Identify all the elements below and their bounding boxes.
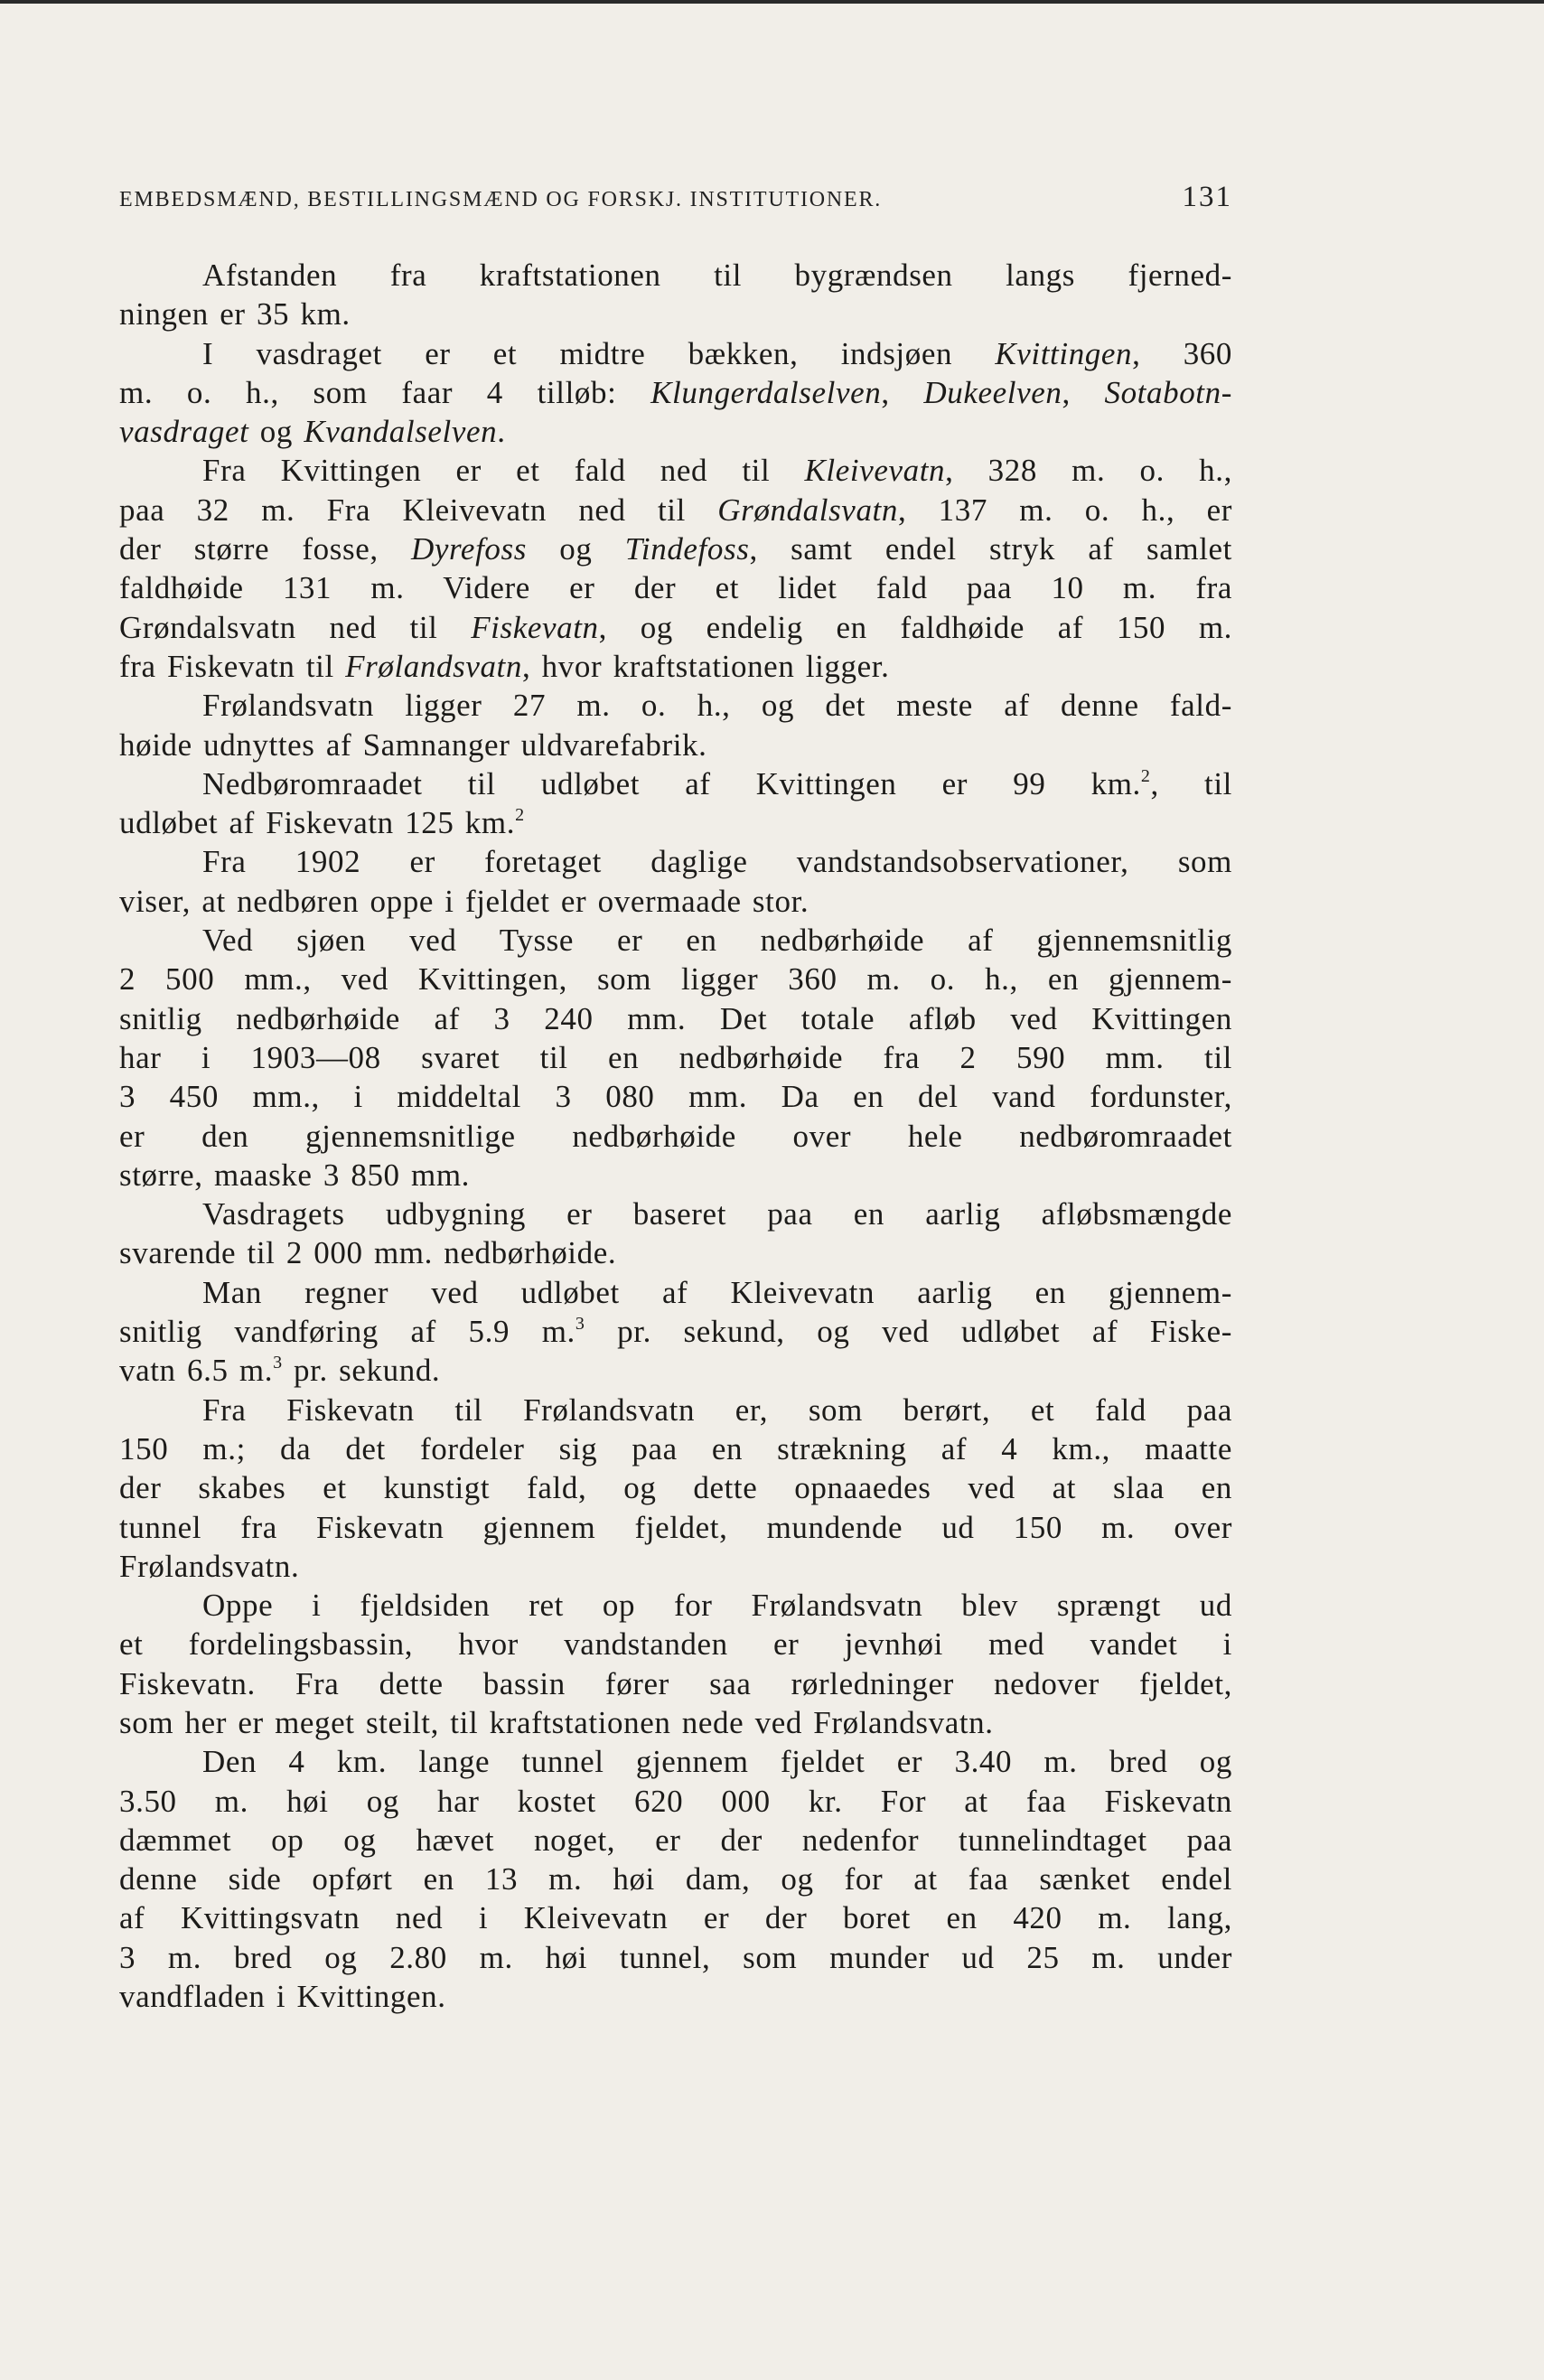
text-line: ningen er 35 km.: [119, 296, 351, 333]
text-line: Nedbøromraadet til udløbet af Kvittingen er 99 km.$^2$, til: [202, 765, 1232, 801]
text-line: Grøndalsvatn ned til Fiskevatn, og endelig en faldhøide af 150 m.: [119, 609, 1232, 645]
text-line: Oppe i fjeldsiden ret op for Frølandsvatn blev sprængt ud: [202, 1588, 1232, 1624]
text-line: fra Fiskevatn til Frølandsvatn, hvor kraftstationen ligger.: [119, 648, 890, 684]
text-line: Den 4 km. lange tunnel gjennem fjeldet er 3.40 m. bred og: [202, 1744, 1232, 1780]
page-number: 131: [1182, 181, 1232, 213]
text-line: Fiskevatn. Fra dette bassin fører saa rørledninger nedover fjeldet,: [119, 1665, 1232, 1701]
text-line: vandfladen i Kvittingen.: [119, 1979, 446, 2015]
text-line: svarende til 2 000 mm. nedbørhøide.: [119, 1235, 617, 1271]
text-line: Ved sjøen ved Tysse er en nedbørhøide af gjennemsnitlig: [202, 923, 1232, 959]
text-line: er den gjennemsnitlige nedbørhøide over hele nedbøromraadet: [119, 1118, 1232, 1154]
text-line: af Kvittingsvatn ned i Kleivevatn er der boret en 420 m. lang,: [119, 1900, 1232, 1936]
text-line: 3 m. bred og 2.80 m. høi tunnel, som munder ud 25 m. under: [119, 1939, 1232, 1975]
text-line: denne side opført en 13 m. høi dam, og for at faa sænket endel: [119, 1861, 1232, 1897]
paragraph: [119, 842, 1232, 921]
text-line: Afstanden fra kraftstationen til bygrændsen langs fjerned-: [202, 258, 1232, 293]
text-line: der større fosse, Dyrefoss og Tindefoss, samt endel stryk af samlet: [119, 531, 1232, 567]
text-line: Fra 1902 er foretaget daglige vandstandsobservationer, som: [202, 844, 1232, 880]
text-line: et fordelingsbassin, hvor vandstanden er jevnhøi med vandet i: [119, 1626, 1232, 1663]
text-line: har i 1903—08 svaret til en nedbørhøide fra 2 590 mm. til: [119, 1039, 1232, 1075]
text-line: snitlig vandføring af 5.9 m.$^3$ pr. sekund, og ved udløbet af Fiske-: [119, 1314, 1232, 1350]
book-page: [119, 181, 1232, 2016]
text-line: Frølandsvatn.: [119, 1548, 300, 1584]
running-head: [119, 181, 1232, 214]
text-line: 3 450 mm., i middeltal 3 080 mm. Da en del vand fordunster,: [119, 1079, 1232, 1115]
scan-top-edge: [0, 0, 1544, 4]
paragraph: [119, 451, 1232, 686]
body-text: [119, 256, 1232, 2016]
text-line: Vasdragets udbygning er baseret paa en aarlig afløbsmængde: [202, 1196, 1232, 1232]
text-line: Fra Kvittingen er et fald ned til Kleivevatn, 328 m. o. h.,: [202, 453, 1232, 489]
text-line: Frølandsvatn ligger 27 m. o. h., og det meste af denne fald-: [202, 688, 1232, 724]
text-line: faldhøide 131 m. Videre er der et lidet fald paa 10 m. fra: [119, 570, 1232, 606]
paragraph: [119, 1391, 1232, 1586]
text-line: som her er meget steilt, til kraftstationen nede ved Frølandsvatn.: [119, 1704, 994, 1740]
text-line: paa 32 m. Fra Kleivevatn ned til Grøndalsvatn, 137 m. o. h., er: [119, 492, 1233, 528]
paragraph: [119, 1273, 1232, 1391]
text-line: Man regner ved udløbet af Kleivevatn aarlig en gjennem-: [202, 1274, 1232, 1310]
paragraph: [119, 1586, 1232, 1742]
text-line: snitlig nedbørhøide af 3 240 mm. Det totale afløb ved Kvittingen: [119, 1000, 1232, 1036]
text-line: Fra Fiskevatn til Frølandsvatn er, som berørt, et fald paa: [202, 1391, 1232, 1428]
paragraph: [119, 921, 1232, 1195]
text-line: viser, at nedbøren oppe i fjeldet er overmaade stor.: [119, 883, 809, 919]
paragraph: [119, 334, 1232, 452]
text-line: tunnel fra Fiskevatn gjennem fjeldet, mundende ud 150 m. over: [119, 1509, 1232, 1545]
paragraph: [119, 1195, 1232, 1273]
text-line: vatn 6.5 m.$^3$ pr. sekund.: [119, 1353, 441, 1389]
text-line: 2 500 mm., ved Kvittingen, som ligger 360 m. o. h., en gjennem-: [119, 961, 1232, 998]
paragraph: [119, 686, 1232, 764]
paragraph: [119, 1742, 1232, 2016]
running-head-title: EMBEDSMÆND, BESTILLINGSMÆND OG FORSKJ. INSTITUTIONER.: [119, 188, 883, 211]
paragraph: [119, 256, 1232, 334]
text-line: der skabes et kunstigt fald, og dette opnaaedes ved at slaa en: [119, 1470, 1232, 1506]
text-line: vasdraget og Kvandalselven.: [119, 414, 506, 450]
text-line: m. o. h., som faar 4 tilløb: Klungerdalselven, Dukeelven, Sotabotn-: [119, 374, 1232, 410]
text-line: udløbet af Fiskevatn 125 km.$^2$: [119, 805, 525, 841]
text-line: større, maaske 3 850 mm.: [119, 1157, 470, 1193]
text-line: dæmmet op og hævet noget, er der nedenfor tunnelindtaget paa: [119, 1822, 1232, 1858]
text-line: 3.50 m. høi og har kostet 620 000 kr. For at faa Fiskevatn: [119, 1783, 1232, 1819]
text-line: I vasdraget er et midtre bækken, indsjøen Kvittingen, 360: [202, 335, 1232, 371]
paragraph: [119, 764, 1232, 843]
text-line: 150 m.; da det fordeler sig paa en strækning af 4 km., maatte: [119, 1430, 1232, 1466]
text-line: høide udnyttes af Samnanger uldvarefabrik.: [119, 726, 707, 763]
